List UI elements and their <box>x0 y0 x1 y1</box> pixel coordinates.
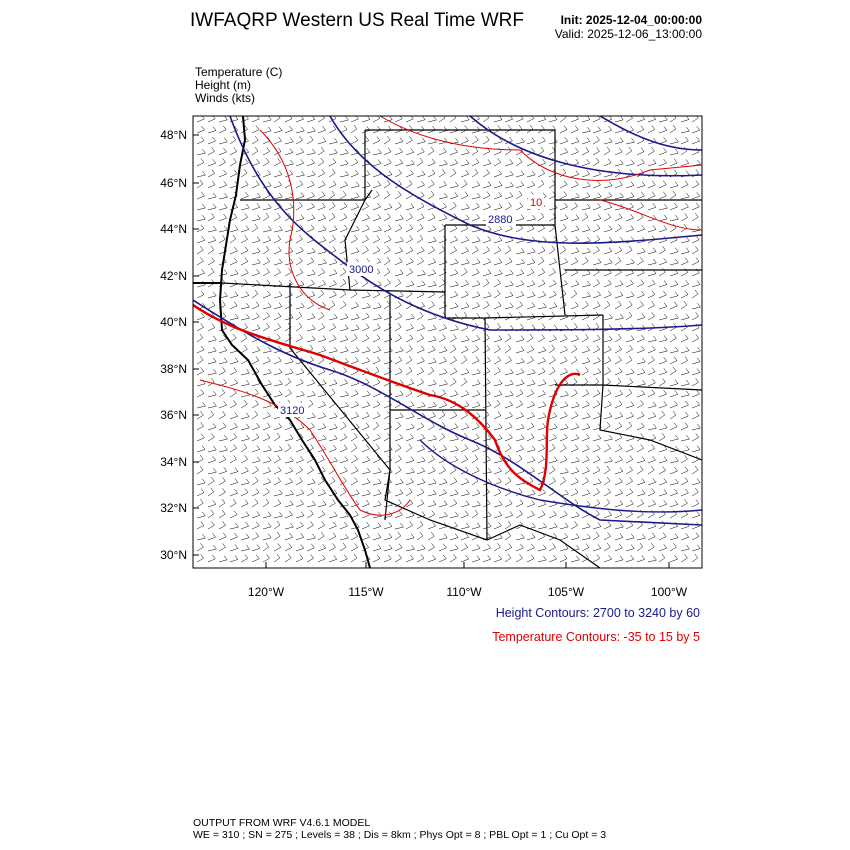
lat-label: 48°N <box>160 128 187 142</box>
lon-label: 115°W <box>348 585 384 599</box>
lat-label: 46°N <box>160 176 187 190</box>
footer-config: WE = 310 ; SN = 275 ; Levels = 38 ; Dis = 8km ; Phys Opt = 8 ; PBL Opt = 1 ; Cu Opt = 3 <box>193 829 607 841</box>
lat-label: 34°N <box>160 455 187 469</box>
lat-label: 32°N <box>160 501 187 515</box>
lon-label: 110°W <box>446 585 482 599</box>
init-time: Init: 2025-12-04_00:00:00 <box>560 13 702 27</box>
temperature-contour-note: Temperature Contours: -35 to 15 by 5 <box>492 630 700 644</box>
lat-label: 42°N <box>160 269 187 283</box>
lat-label: 38°N <box>160 362 187 376</box>
lat-label: 40°N <box>160 315 187 329</box>
lat-label: 30°N <box>160 548 187 562</box>
lon-label: 120°W <box>247 585 285 599</box>
field-winds: Winds (kts) <box>195 91 255 105</box>
map-background <box>193 116 702 568</box>
height-contour-label: 3120 <box>280 405 305 417</box>
lon-label: 105°W <box>547 585 585 599</box>
lat-label: 44°N <box>160 222 187 236</box>
temperature-contour-label: 10 <box>530 197 543 209</box>
height-contour-label: 3000 <box>349 264 374 276</box>
lat-label: 36°N <box>160 408 187 422</box>
field-height: Height (m) <box>195 78 252 92</box>
footer-model: OUTPUT FROM WRF V4.6.1 MODEL <box>193 817 371 829</box>
valid-time: Valid: 2025-12-06_13:00:00 <box>554 27 702 41</box>
height-contour-label: 2880 <box>488 214 513 226</box>
map-title: IWFAQRP Western US Real Time WRF <box>190 10 524 31</box>
height-contour-note: Height Contours: 2700 to 3240 by 60 <box>495 606 700 620</box>
lon-label: 100°W <box>650 585 688 599</box>
field-temperature: Temperature (C) <box>195 65 283 79</box>
